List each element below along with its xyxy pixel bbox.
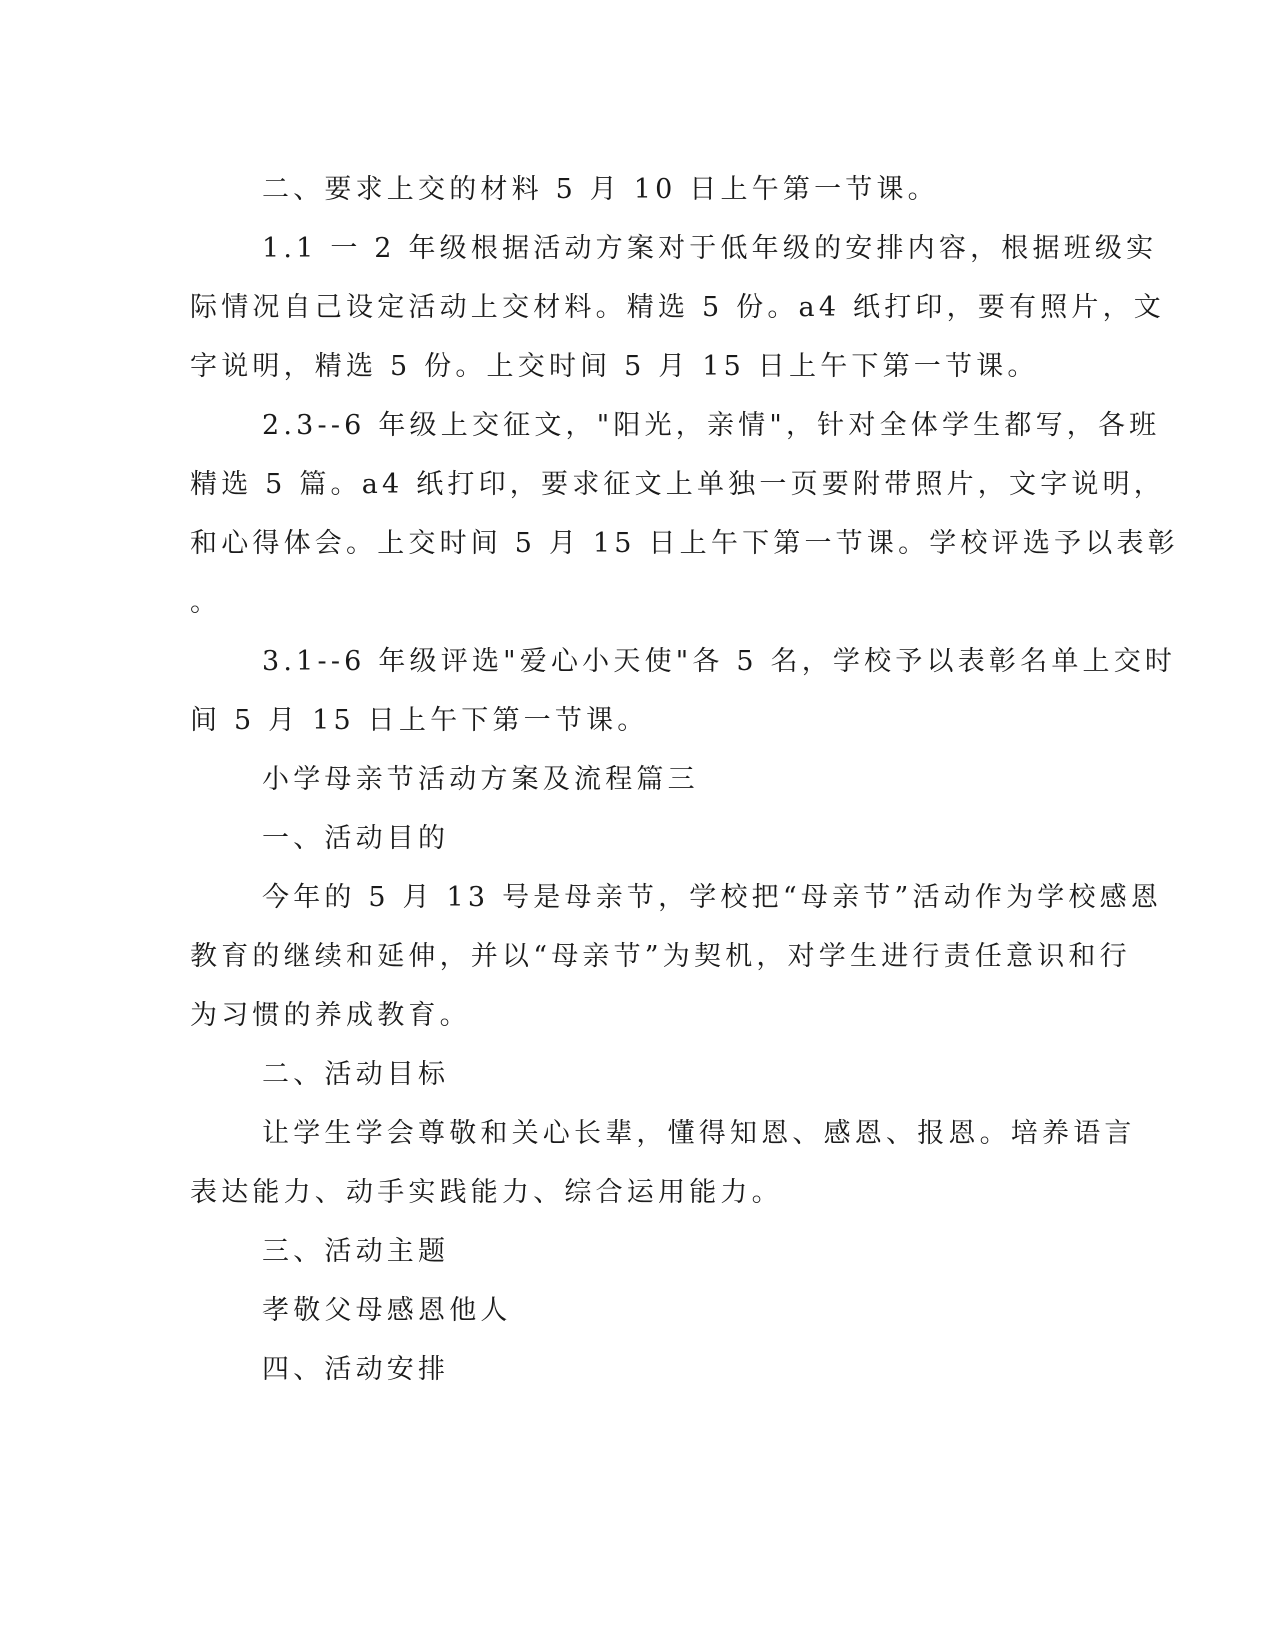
paragraph-line: 字说明，精选 5 份。上交时间 5 月 15 日上午下第一节课。 [190, 351, 1039, 382]
paragraph-line: 精选 5 篇。a4 纸打印，要求征文上单独一页要附带照片，文字说明， [190, 469, 1165, 500]
paragraph-line: 。 [190, 587, 222, 618]
paragraph-line: 3.1--6 年级评选"爱心小天使"各 5 名，学校予以表彰名单上交时 [262, 646, 1177, 677]
paragraph-line: 为习惯的养成教育。 [190, 1000, 471, 1031]
paragraph-line: 表达能力、动手实践能力、综合运用能力。 [190, 1177, 783, 1208]
paragraph-line: 间 5 月 15 日上午下第一节课。 [190, 705, 649, 736]
section-title: 小学母亲节活动方案及流程篇三 [262, 764, 699, 795]
section-heading-theme: 三、活动主题 [262, 1236, 450, 1267]
paragraph-line: 今年的 5 月 13 号是母亲节，学校把“母亲节”活动作为学校感恩 [262, 882, 1163, 913]
section-heading-purpose: 一、活动目的 [262, 823, 450, 854]
paragraph-line: 孝敬父母感恩他人 [262, 1295, 512, 1326]
paragraph-line: 让学生学会尊敬和关心长辈，懂得知恩、感恩、报恩。培养语言 [262, 1118, 1136, 1149]
paragraph-line: 和心得体会。上交时间 5 月 15 日上午下第一节课。学校评选予以表彰 [190, 528, 1179, 559]
paragraph-line: 2.3--6 年级上交征文，"阳光，亲情"，针对全体学生都写，各班 [262, 410, 1161, 441]
paragraph-line: 1.1 一 2 年级根据活动方案对于低年级的安排内容，根据班级实 [262, 233, 1158, 264]
paragraph-line: 教育的继续和延伸，并以“母亲节”为契机，对学生进行责任意识和行 [190, 941, 1131, 972]
section-heading-arrangement: 四、活动安排 [262, 1354, 450, 1385]
section-heading-materials: 二、要求上交的材料 5 月 10 日上午第一节课。 [262, 174, 939, 205]
section-heading-goals: 二、活动目标 [262, 1059, 450, 1090]
paragraph-line: 际情况自己设定活动上交材料。精选 5 份。a4 纸打印，要有照片，文 [190, 292, 1165, 323]
